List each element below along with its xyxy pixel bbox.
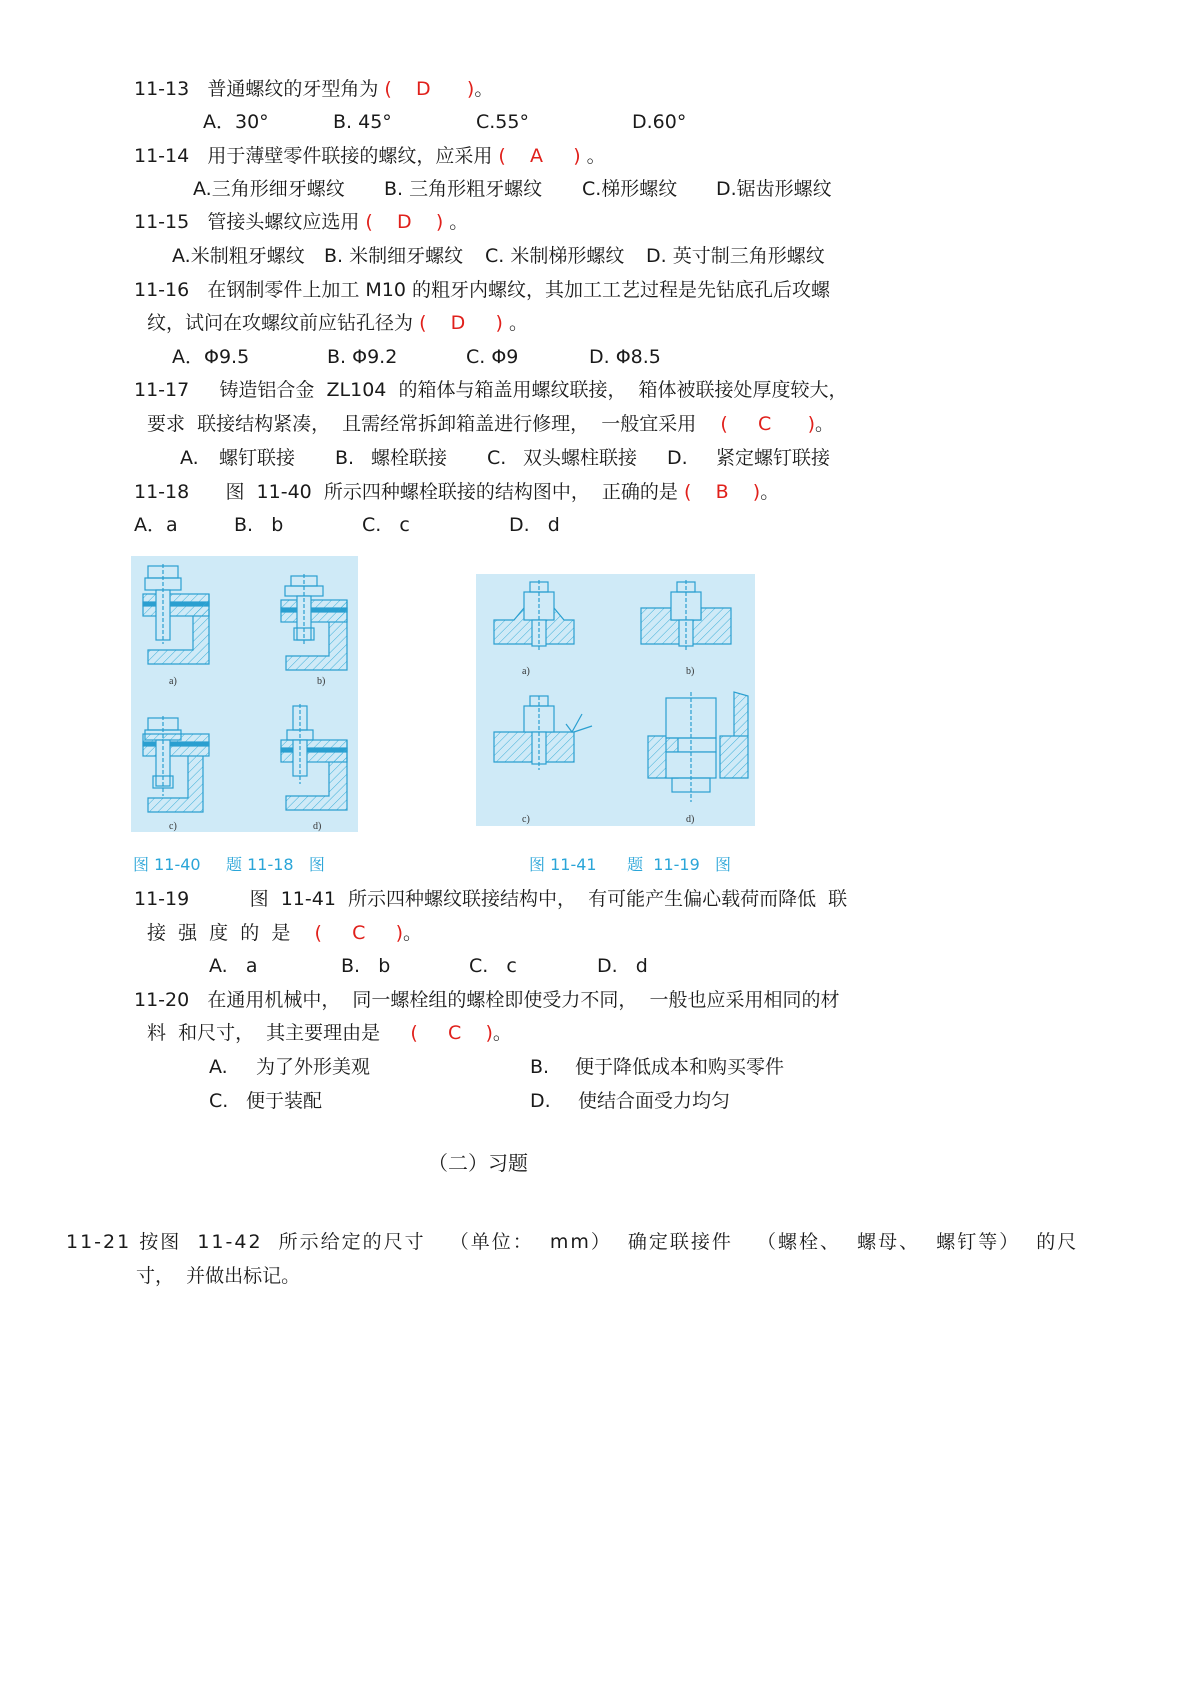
question-number: 11-13 <box>134 78 190 100</box>
option-c: C. c <box>469 955 517 977</box>
question-11-17-cont <box>147 412 834 436</box>
question-text: 普通螺纹的牙型角为 <box>207 78 379 100</box>
option-b: B. 米制细牙螺纹 <box>324 245 464 267</box>
question-tail: 。 <box>586 145 606 167</box>
answer-close-paren: ) <box>466 78 475 100</box>
option-a: A.米制粗牙螺纹 <box>172 245 305 267</box>
answer-open-paren: ( <box>384 78 392 100</box>
answer-letter: C <box>448 1022 462 1044</box>
option-d: D. d <box>509 514 560 536</box>
question-text-2: 纹，试问在攻螺纹前应钻孔径为 <box>147 312 414 334</box>
option-d: D. d <box>597 955 648 977</box>
question-number: 11-21 <box>66 1231 132 1253</box>
question-text: 用于薄壁零件联接的螺纹，应采用 <box>207 145 493 167</box>
figure-11-40 <box>131 556 358 832</box>
figure-11-40-caption: 图 11-40 题 11-18 图 <box>133 855 325 874</box>
option-d-text: 紧定螺钉联接 <box>716 447 831 469</box>
option-c-text: 便于装配 <box>246 1090 323 1112</box>
option-b: B. 45° <box>333 111 392 133</box>
option-c-letter: C. <box>209 1090 229 1112</box>
question-tail: 。 <box>474 78 494 100</box>
option-a: A. a <box>209 955 258 977</box>
question-11-18 <box>134 480 779 504</box>
answer-close-paren: ) <box>485 1022 493 1044</box>
figure-11-41-caption: 图 11-41 题 11-19 图 <box>529 855 732 874</box>
answer-letter: D <box>397 211 412 233</box>
fig40-label-c: c) <box>169 821 177 832</box>
question-11-15 <box>134 210 468 234</box>
question-number: 11-15 <box>134 211 190 233</box>
option-b-letter: B. <box>335 447 355 469</box>
question-11-20 <box>134 988 840 1012</box>
option-a-letter: A. <box>180 447 199 469</box>
option-b: B. Φ9.2 <box>327 346 398 368</box>
option-d: D.锯齿形螺纹 <box>716 178 832 200</box>
option-c-text: 双头螺柱联接 <box>523 447 638 469</box>
answer-letter: C <box>758 413 772 435</box>
option-c: C.55° <box>476 111 529 133</box>
option-b: B. b <box>234 514 284 536</box>
option-d: D. Φ8.5 <box>589 346 661 368</box>
question-tail: 。 <box>492 1022 512 1044</box>
question-number: 11-18 <box>134 481 190 503</box>
answer-letter: A <box>530 145 543 167</box>
answer-close-paren: ) <box>573 145 581 167</box>
question-tail: 。 <box>760 481 780 503</box>
question-tail: 。 <box>449 211 469 233</box>
answer-open-paren: ( <box>365 211 373 233</box>
question-number: 11-14 <box>134 145 190 167</box>
question-11-20-cont <box>147 1021 512 1045</box>
question-text-2: 料 和尺寸， 其主要理由是 <box>147 1022 381 1044</box>
bolt-connection-drawings <box>131 556 358 832</box>
answer-close-paren: ) <box>395 922 404 944</box>
question-tail: 。 <box>508 312 528 334</box>
question-11-19-cont <box>147 921 422 945</box>
fig40-label-b: b) <box>317 676 326 687</box>
answer-letter: B <box>715 481 729 503</box>
option-a: A．Φ9.5 <box>172 346 250 368</box>
answer-open-paren: ( <box>419 312 427 334</box>
question-text: 图 11-41 所示四种螺纹联接结构中， 有可能产生偏心载荷而降低 联 <box>249 888 848 910</box>
figure-11-41 <box>476 574 755 826</box>
answer-open-paren: ( <box>720 413 728 435</box>
fig41-label-b: b) <box>686 666 695 677</box>
option-b: B. b <box>341 955 391 977</box>
answer-close-paren: ) <box>435 211 444 233</box>
question-number: 11-19 <box>134 888 190 910</box>
answer-letter: C <box>352 922 366 944</box>
question-11-16-cont <box>147 311 528 335</box>
option-a-letter: A. <box>209 1056 228 1078</box>
question-number: 11-17 <box>134 379 190 401</box>
question-text: 图 11-40 所示四种螺栓联接的结构图中， 正确的是 <box>225 481 678 503</box>
question-text-2: 接 强 度 的 是 <box>147 922 291 944</box>
option-c-letter: C. <box>487 447 507 469</box>
answer-open-paren: ( <box>410 1022 418 1044</box>
question-text: 按图 11-42 所示给定的尺寸 （单位： mm） 确定联接件 （螺栓、 螺母、 螺钉等） 的尺 <box>139 1231 1079 1253</box>
answer-open-paren: ( <box>314 922 322 944</box>
question-text: 在通用机械中， 同一螺栓组的螺栓即使受力不同， 一般也应采用相同的材 <box>207 989 840 1011</box>
answer-open-paren: ( <box>498 145 506 167</box>
option-b-text: 螺栓联接 <box>371 447 448 469</box>
fig41-label-a: a) <box>522 666 530 677</box>
answer-letter: D <box>450 312 466 334</box>
option-a-text: 螺钉联接 <box>219 447 296 469</box>
option-a-text: 为了外形美观 <box>256 1056 371 1078</box>
option-c: C. c <box>362 514 410 536</box>
option-b-text: 便于降低成本和购买零件 <box>575 1056 785 1078</box>
question-text-2: 要求 联接结构紧凑， 且需经常拆卸箱盖进行修理， 一般宜采用 <box>147 413 697 435</box>
option-d-letter: D. <box>667 447 688 469</box>
option-a: A．30° <box>203 111 269 133</box>
question-11-21-cont: 寸， 并做出标记。 <box>136 1265 301 1287</box>
question-number: 11-16 <box>134 279 190 301</box>
answer-letter: D <box>416 78 431 100</box>
question-11-16 <box>134 278 830 302</box>
option-d: D.60° <box>632 111 687 133</box>
question-text: 铸造铝合金 ZL104 的箱体与箱盖用螺纹联接， 箱体被联接处厚度较大， <box>219 379 848 401</box>
question-11-19 <box>134 887 847 911</box>
question-number: 11-20 <box>134 989 190 1011</box>
answer-close-paren: ) <box>752 481 761 503</box>
option-a: A．a <box>134 514 178 536</box>
section-heading: （二）习题 <box>428 1151 528 1175</box>
option-c: C. 米制梯形螺纹 <box>485 245 625 267</box>
option-d-letter: D. <box>530 1090 551 1112</box>
option-b: B. 三角形粗牙螺纹 <box>384 178 543 200</box>
option-b-letter: B. <box>530 1056 550 1078</box>
question-text: 管接头螺纹应选用 <box>207 211 360 233</box>
option-d-text: 使结合面受力均匀 <box>578 1090 731 1112</box>
option-c: C. Φ9 <box>466 346 519 368</box>
option-a: A.三角形细牙螺纹 <box>193 178 345 200</box>
answer-open-paren: ( <box>683 481 692 503</box>
option-c: C.梯形螺纹 <box>582 178 678 200</box>
question-11-21 <box>66 1230 1078 1254</box>
question-11-13 <box>134 77 493 101</box>
thread-connection-drawings <box>476 574 755 826</box>
question-tail: 。 <box>815 413 835 435</box>
question-11-14 <box>134 144 606 168</box>
answer-close-paren: ) <box>807 413 815 435</box>
question-text: 在钢制零件上加工 M10 的粗牙内螺纹，其加工工艺过程是先钻底孔后攻螺 <box>207 279 830 301</box>
fig41-label-d: d) <box>686 814 695 825</box>
fig40-label-d: d) <box>313 821 322 832</box>
question-11-17 <box>134 378 848 402</box>
fig41-label-c: c) <box>522 814 530 825</box>
option-d: D. 英寸制三角形螺纹 <box>646 245 825 267</box>
answer-close-paren: ) <box>495 312 503 334</box>
fig40-label-a: a) <box>169 676 177 687</box>
question-tail: 。 <box>403 922 423 944</box>
